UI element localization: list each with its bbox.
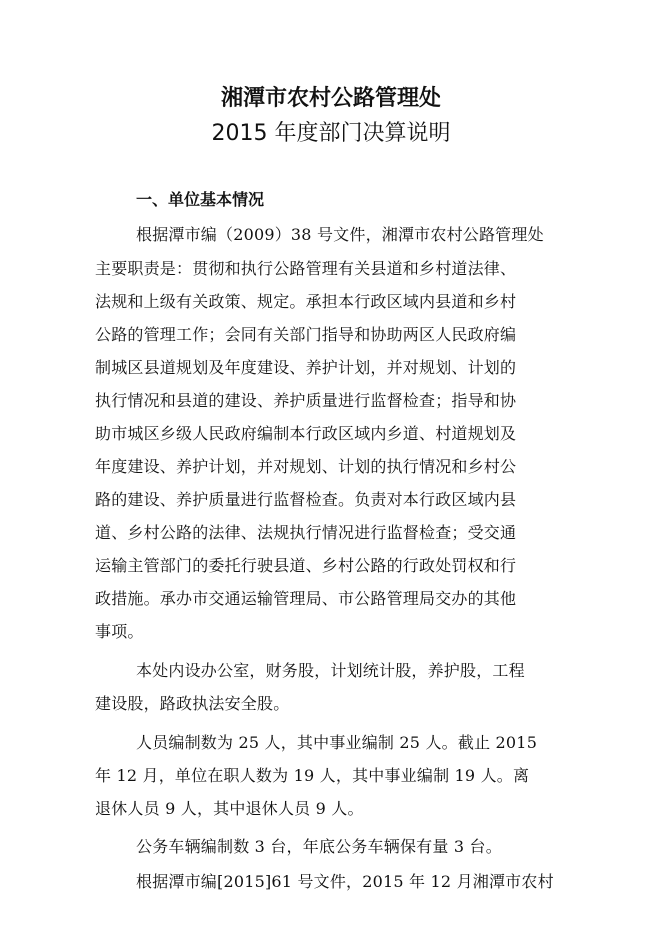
body-line: 本处内设办公室，财务股，计划统计股，养护股，工程 [136,661,525,680]
body-line: 路的建设、养护质量进行监督检查。负责对本行政区域内县 [95,490,517,509]
document-title: 湘潭市农村公路管理处 [220,86,441,111]
body-line: 年度建设、养护计划，并对规划、计划的执行情况和乡村公 [95,457,517,476]
body-line: 制城区县道规划及年度建设、养护计划，并对规划、计划的 [95,358,517,377]
document-subtitle: 2015 年度部门决算说明 [211,121,451,146]
body-line: 人员编制数为 25 人，其中事业编制 25 人。截止 2015 [136,733,538,752]
body-line: 建设股，路政执法安全股。 [95,694,290,713]
body-line: 根据潭市编（2009）38 号文件，湘潭市农村公路管理处 [136,225,544,244]
body-line: 执行情况和县道的建设、养护质量进行监督检查；指导和协 [95,391,517,410]
body-line: 法规和上级有关政策、规定。承担本行政区域内县道和乡村 [95,292,517,311]
body-line: 年 12 月，单位在职人数为 19 人，其中事业编制 19 人。离 [95,766,530,785]
body-line: 主要职责是：贯彻和执行公路管理有关县道和乡村道法律、 [95,259,517,278]
body-line: 根据潭市编[2015]61 号文件，2015 年 12 月湘潭市农村 [136,872,554,891]
body-line: 事项。 [95,622,144,641]
section-heading: 一、单位基本情况 [136,190,265,209]
body-line: 公务车辆编制数 3 台，年底公务车辆保有量 3 台。 [136,837,502,856]
body-line: 公路的管理工作；会同有关部门指导和协助两区人民政府编 [95,325,517,344]
body-line: 政措施。承办市交通运输管理局、市公路管理局交办的其他 [95,589,517,608]
body-line: 运输主管部门的委托行驶县道、乡村公路的行政处罚权和行 [95,556,517,575]
body-line: 退休人员 9 人，其中退休人员 9 人。 [95,799,364,818]
body-line: 道、乡村公路的法律、法规执行情况进行监督检查；受交通 [95,523,517,542]
body-line: 助市城区乡级人民政府编制本行政区域内乡道、村道规划及 [95,424,517,443]
